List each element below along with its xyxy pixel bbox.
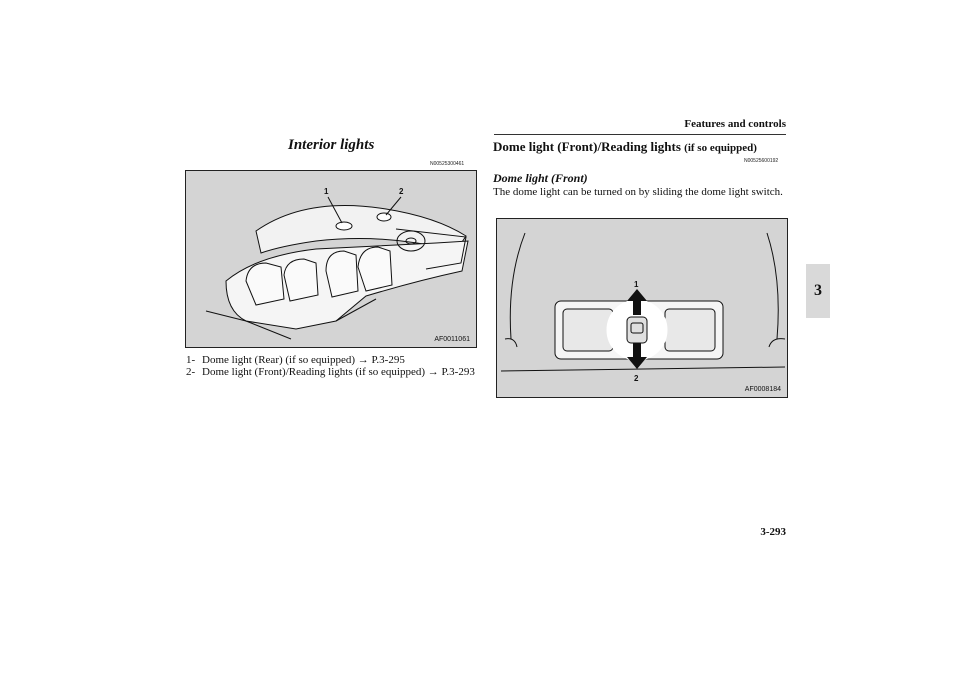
figure-id-left: AF0011061 [434,336,470,343]
section-heading-suffix: (if so equipped) [684,142,757,154]
callout-down-2: 2 [634,374,639,383]
dome-light-illustration [497,219,787,397]
page-number: 3-293 [760,526,786,538]
legend-text-2: Dome light (Front)/Reading lights (if so equipped) → P.3-293 [202,366,475,378]
legend-marker-1: 1- [186,354,196,366]
chapter-tab: 3 [806,264,830,318]
callout-1: 1 [324,187,329,196]
callout-2: 2 [399,187,404,196]
body-paragraph: The dome light can be turned on by sliding the dome light switch. [493,186,783,198]
callout-legend [186,354,478,378]
figure-id-right: AF0008184 [744,386,781,393]
subheading-dome-light-front: Dome light (Front) [493,171,588,185]
header-title: Features and controls [684,118,786,130]
legend-marker-2: 2- [186,366,196,378]
legend-item-2 [186,366,478,378]
section-heading-main: Dome light (Front)/Reading lights [493,139,681,154]
callout-up-1: 1 [634,280,639,289]
section-heading-interior-lights: Interior lights [288,137,375,153]
section-heading-dome-light [493,139,757,155]
dome-light-switch-figure [496,218,788,398]
legend-text-1: Dome light (Rear) (if so equipped) → P.3-295 [202,354,405,366]
legend-item-1 [186,354,478,366]
header-rule [494,134,786,135]
section-code-right: N00525600192 [744,158,779,164]
car-interior-illustration [186,171,476,347]
section-code-left: N00525300461 [430,161,465,167]
car-interior-figure [185,170,477,348]
